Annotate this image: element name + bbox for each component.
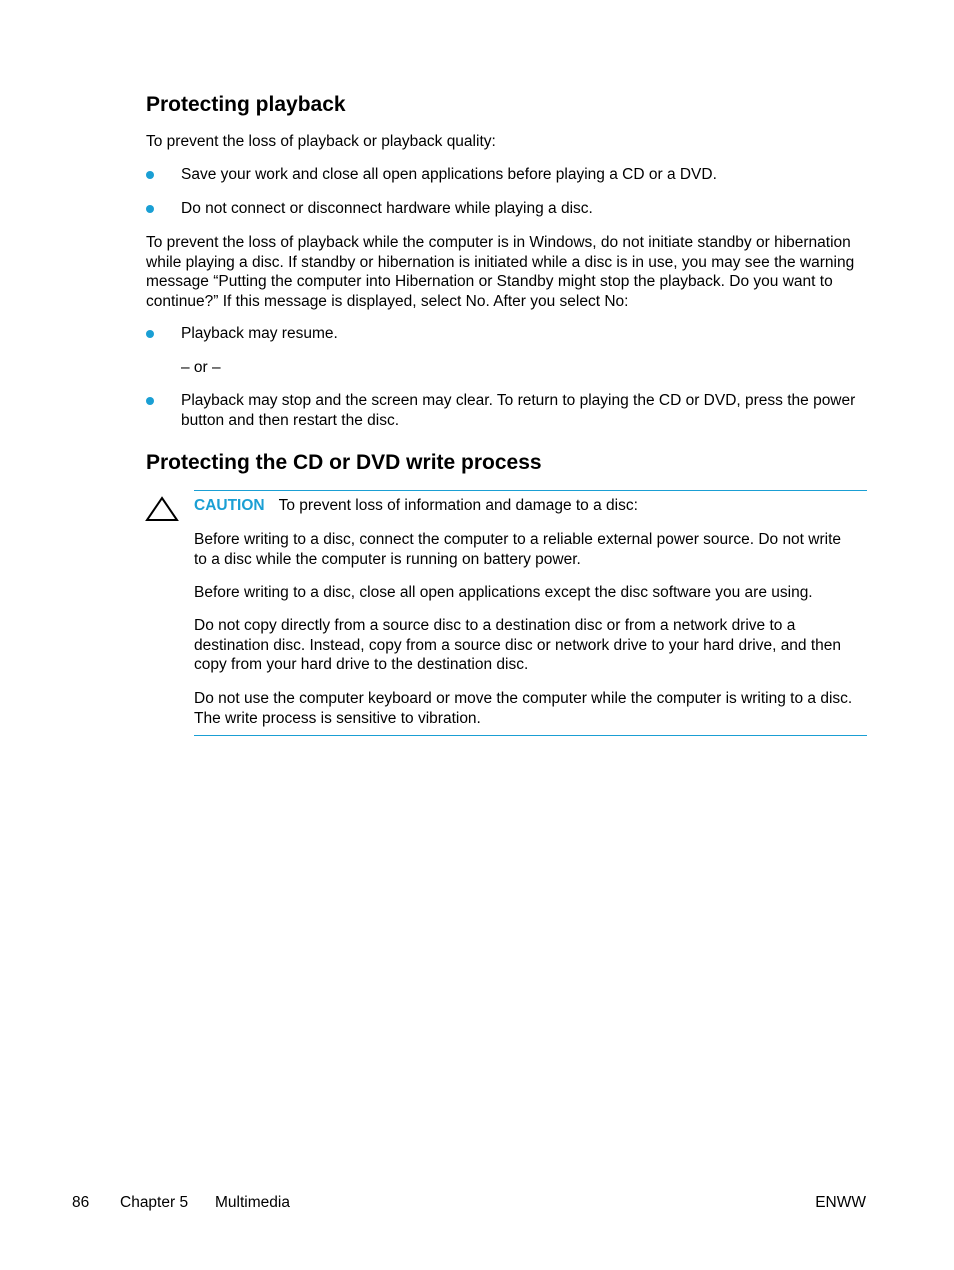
or-separator: – or – <box>181 359 221 376</box>
list-item: Playback may stop and the screen may clear. To return to playing the CD or DVD, press the power button and then restart the disc. <box>181 392 856 429</box>
caution-line <box>194 496 854 516</box>
bullet-icon <box>146 397 154 405</box>
caution-bottom-rule <box>194 735 867 736</box>
caution-triangle-icon <box>145 496 179 522</box>
caution-label: CAUTION <box>194 497 265 514</box>
caution-paragraph: Do not use the computer keyboard or move the computer while the computer is writing to a disc. The write process is sensitive to vibration. <box>194 690 853 727</box>
caution-paragraph: Do not copy directly from a source disc to a destination disc or from a network drive to a destination disc. Instead, copy from a source disc or network drive to your hard drive, and then copy from your hard drive to the destination disc. <box>194 617 842 673</box>
list-item: Do not connect or disconnect hardware while playing a disc. <box>181 200 593 217</box>
body-paragraph: To prevent the loss of playback while the computer is in Windows, do not initiate standby or hibernation while playing a disc. If standby or hibernation is initiated while a disc is in use, you may see the warning message “Putting the computer into Hibernation or Standby might stop the playback. Do you want to continue?” If this message is displayed, select No. After you select No: <box>146 234 855 310</box>
footer-chapter: Chapter 5 <box>120 1194 189 1211</box>
section-heading-playback: Protecting playback <box>146 93 346 116</box>
footer-right: ENWW <box>815 1194 866 1211</box>
bullet-icon <box>146 171 154 179</box>
bullet-icon <box>146 330 154 338</box>
page-number: 86 <box>72 1194 90 1211</box>
list-item: Save your work and close all open applications before playing a CD or a DVD. <box>181 166 717 183</box>
footer-chapter-title: Multimedia <box>215 1194 290 1211</box>
list-item: Playback may resume. <box>181 325 338 342</box>
caution-paragraph: Before writing to a disc, connect the computer to a reliable external power source. Do not write to a disc while the computer is running on battery power. <box>194 531 842 568</box>
caution-top-rule <box>194 490 867 491</box>
caution-intro: To prevent loss of information and damage to a disc: <box>278 497 638 514</box>
intro-text: To prevent the loss of playback or playback quality: <box>146 133 496 150</box>
caution-paragraph: Before writing to a disc, close all open applications except the disc software you are using. <box>194 584 813 601</box>
bullet-icon <box>146 205 154 213</box>
section-heading-write-process: Protecting the CD or DVD write process <box>146 451 542 474</box>
